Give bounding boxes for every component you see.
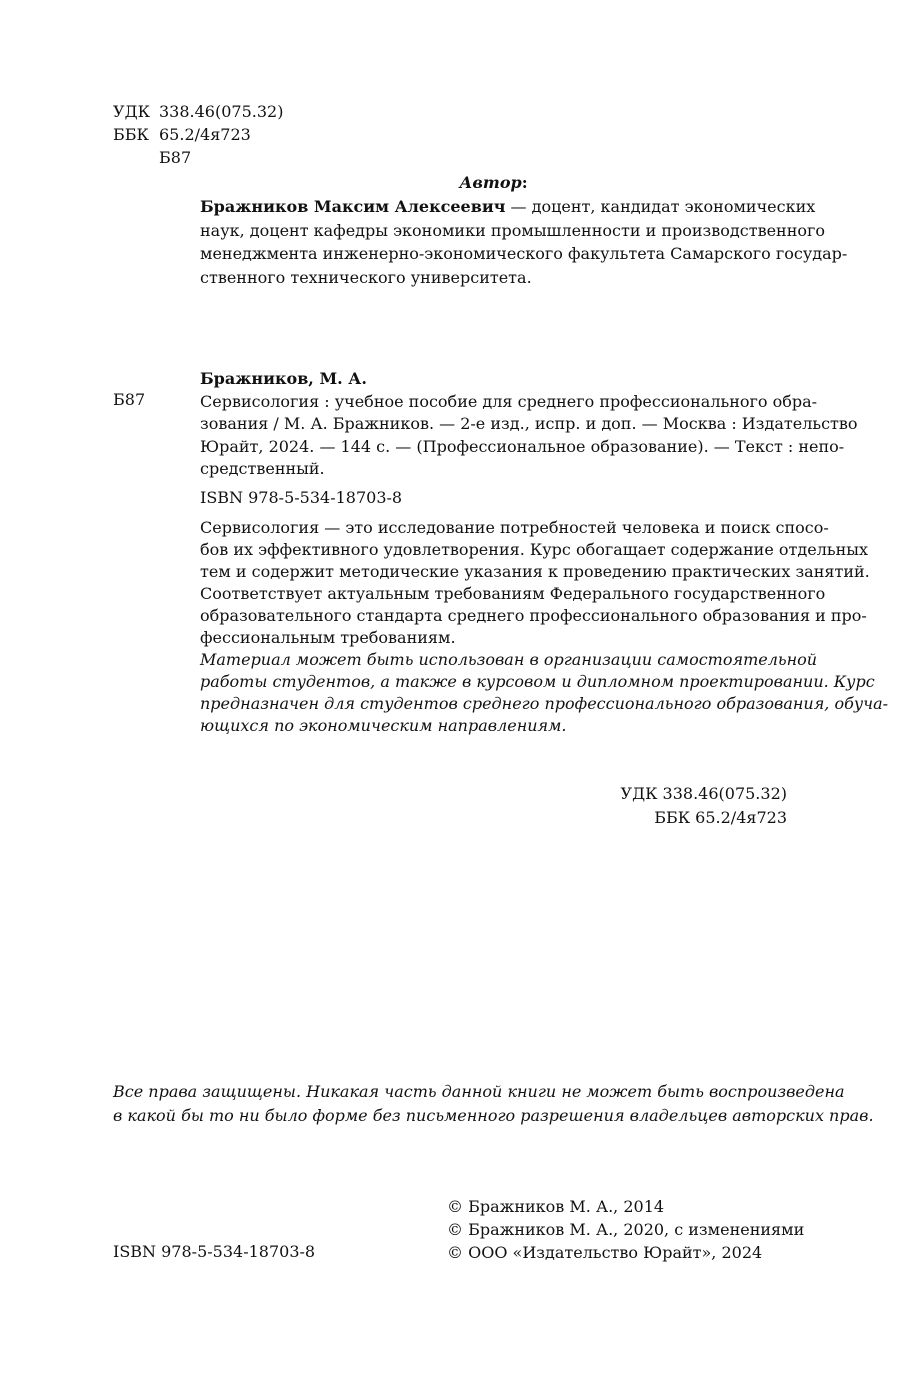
description-author: Бражников, М. А.: [200, 369, 367, 388]
rights-notice: [113, 1080, 874, 1128]
footer-isbn: ISBN 978-5-534-18703-8: [113, 1242, 316, 1261]
annotation-p3-line-1: Материал может быть использован в организации самостоятельной: [200, 650, 818, 669]
annotation-p2-line-1: Соответствует актуальным требованиям Федерального государственного: [200, 584, 826, 603]
udk-label: УДК: [113, 102, 150, 121]
bbk-summary: ББК 65.2/4я723: [654, 808, 787, 827]
author-mark-row: [113, 146, 313, 169]
annotation-p3-line-3: предназначен для студентов среднего профессионального образования, обуча-: [200, 694, 889, 713]
copyright-2: © Бражников М. А., 2020, с изменениями: [447, 1220, 805, 1239]
udk-row: [113, 100, 313, 123]
author-line-4: ственного технического университета.: [200, 267, 532, 287]
copyright-block: [447, 1195, 804, 1264]
annotation-p2-line-2: образовательного стандарта среднего профессионального образования и про-: [200, 606, 867, 625]
author-mark: Б87: [159, 148, 192, 167]
description-line-2: зования / М. А. Бражников. — 2-е изд., испр. и доп. — Москва : Издательство: [200, 414, 858, 433]
author-info: [200, 195, 848, 289]
copyright-1: © Бражников М. А., 2014: [447, 1197, 665, 1216]
copyright-3: © ООО «Издательство Юрайт», 2024: [447, 1243, 763, 1262]
description-isbn: ISBN 978-5-534-18703-8: [200, 488, 403, 507]
annotation-p3-line-2: работы студентов, а также в курсовом и дипломном проектировании. Курс: [200, 672, 875, 691]
bbk-value: 65.2/4я723: [159, 125, 251, 144]
udk-summary: УДК 338.46(075.32): [620, 784, 787, 803]
author-line-2: наук, доцент кафедры экономики промышленности и производственного: [200, 220, 826, 240]
udk-value: 338.46(075.32): [159, 102, 284, 121]
annotation: [200, 517, 889, 737]
annotation-p1-line-3: тем и содержит методические указания к проведению практических занятий.: [200, 562, 870, 581]
annotation-p1-line-2: бов их эффективного удовлетворения. Курс обогащает содержание отдельных: [200, 540, 868, 559]
bbk-label: ББК: [113, 125, 149, 144]
classification-summary: [560, 782, 787, 830]
classification-codes: [113, 100, 313, 169]
bibliographic-description: [200, 368, 858, 481]
author-heading: Автор:: [459, 173, 528, 192]
rights-line-2: в какой бы то ни было форме без письменного разрешения владельцев авторских прав.: [113, 1106, 874, 1125]
author-line-1: Бражников Максим Алексеевич — доцент, кандидат экономических: [200, 197, 816, 216]
description-line-1: Сервисология : учебное пособие для среднего профессионального обра-: [200, 391, 818, 411]
annotation-p2-line-3: фессиональным требованиям.: [200, 628, 456, 647]
bbk-row: [113, 123, 313, 146]
description-line-4: средственный.: [200, 459, 325, 478]
rights-line-1: Все права защищены. Никакая часть данной книги не может быть воспроизведена: [113, 1082, 845, 1101]
author-name: Бражников Максим Алексеевич: [200, 197, 506, 216]
author-line-3: менеджмента инженерно-экономического факультета Самарского государ-: [200, 244, 848, 263]
description-mark: Б87: [113, 390, 146, 409]
annotation-p3-line-4: ющихся по экономическим направлениям.: [200, 716, 567, 735]
annotation-p1-line-1: Сервисология — это исследование потребностей человека и поиск спосо-: [200, 518, 829, 537]
description-line-3: Юрайт, 2024. — 144 с. — (Профессиональное образование). — Текст : непо-: [200, 436, 845, 456]
